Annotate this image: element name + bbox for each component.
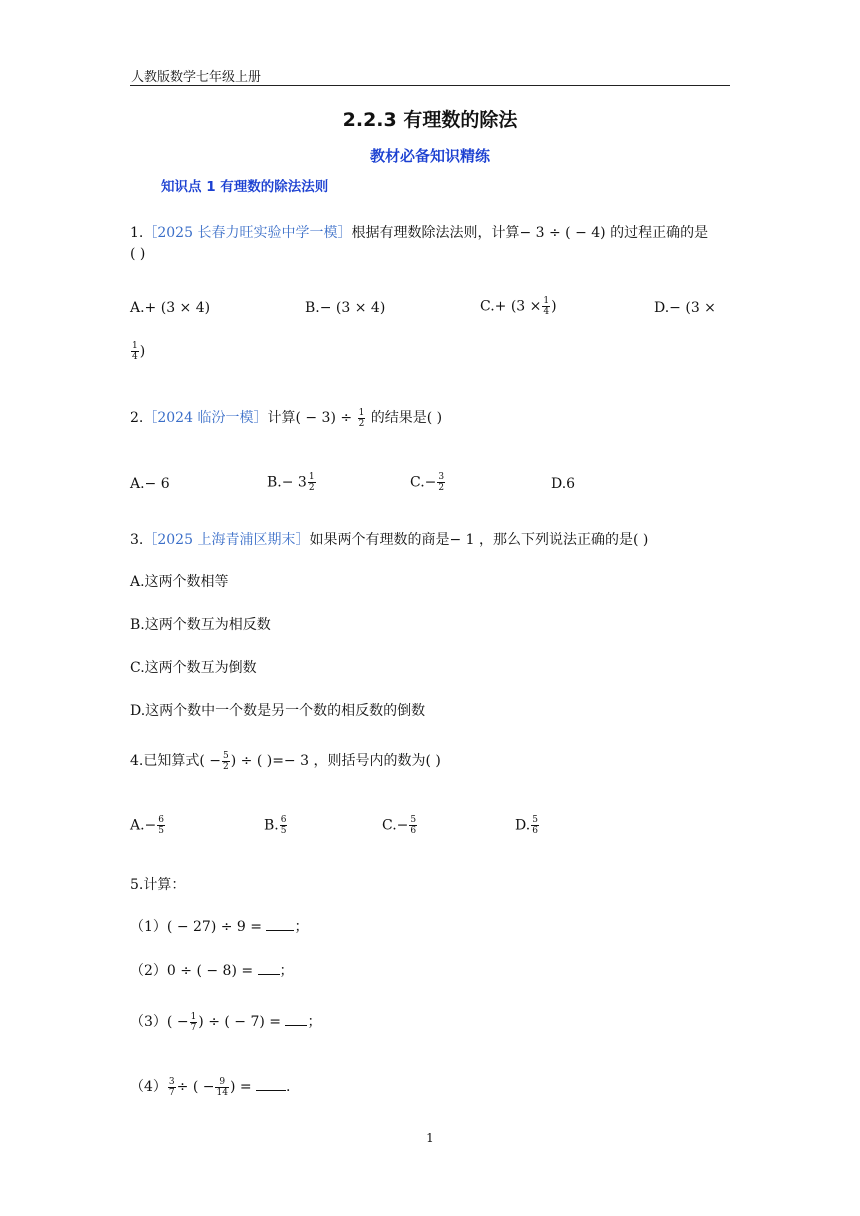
punctuation: ； <box>294 919 309 935</box>
fraction <box>215 1077 228 1098</box>
fraction <box>409 815 417 836</box>
numerator: 1 <box>358 407 365 418</box>
denominator: 14 <box>216 1087 228 1098</box>
knowledge-point-heading: 知识点 1 有理数的除法法则 <box>161 179 329 195</box>
page-title: 2.2.3 有理数的除法 <box>342 109 518 131</box>
sub-question-text: （3）( − <box>130 1014 189 1030</box>
question-text: 的结果是( ) <box>370 410 443 426</box>
numerator: 3 <box>438 472 445 482</box>
option-text: A.− <box>130 817 157 834</box>
option-b <box>267 472 317 493</box>
denominator: 6 <box>410 826 417 836</box>
numerator: 6 <box>158 815 165 825</box>
question-number: 2. <box>130 410 144 426</box>
section-subtitle: 教材必备知识精练 <box>369 147 490 165</box>
option-text: D. <box>515 817 531 834</box>
question-source: ［2025 长春力旺实验中学一模］ <box>143 225 352 241</box>
denominator: 5 <box>280 826 287 836</box>
denominator: 4 <box>132 352 138 362</box>
option-b <box>264 815 288 836</box>
option-b: B.− (3 × 4) <box>305 300 386 316</box>
sub-question-text: ) ÷ ( − 7) = <box>198 1014 286 1030</box>
question-number: 1. <box>130 225 144 241</box>
question-number: 3. <box>130 532 144 548</box>
option-a: A.+ (3 × 4) <box>130 300 211 316</box>
question-text: ) ÷ ( )=− 3 ，则括号内的数为( ) <box>230 753 441 769</box>
question-3-stem <box>130 529 648 549</box>
denominator: 2 <box>308 483 315 493</box>
sub-question-4 <box>130 1076 290 1098</box>
punctuation: . <box>286 1079 291 1095</box>
question-source: ［2024 临汾一模］ <box>143 410 268 426</box>
header-divider <box>130 85 730 86</box>
option-text: ) <box>551 298 557 315</box>
option-c <box>382 815 418 836</box>
page-number: 1 <box>426 1131 434 1145</box>
answer-blank[interactable] <box>258 962 280 975</box>
fraction <box>542 296 550 317</box>
question-5-stem: 5.计算： <box>130 877 186 893</box>
answer-blank[interactable] <box>285 1013 307 1026</box>
answer-blank[interactable] <box>266 918 294 931</box>
option-c: C.这两个数互为倒数 <box>130 660 257 676</box>
sub-question-1 <box>130 916 308 936</box>
option-text: C.− <box>382 817 409 834</box>
numerator: 1 <box>132 341 138 351</box>
denominator: 6 <box>532 826 538 836</box>
answer-paren: ( ) <box>130 246 146 262</box>
sub-question-text: （4） <box>130 1079 167 1095</box>
option-b: B.这两个数互为相反数 <box>130 617 271 633</box>
option-text: B.− 3 <box>267 474 307 491</box>
fraction <box>157 815 165 836</box>
denominator: 7 <box>190 1022 197 1033</box>
sub-question-3 <box>130 1011 321 1033</box>
question-2-stem <box>130 407 442 429</box>
punctuation: ； <box>307 1014 322 1030</box>
option-text: C.+ (3 × <box>480 298 542 315</box>
option-a: A.− 6 <box>130 476 170 492</box>
question-4-stem <box>130 750 441 772</box>
question-text: 4.已知算式( − <box>130 753 221 769</box>
sub-question-2 <box>130 960 294 980</box>
denominator: 5 <box>158 826 165 836</box>
answer-blank[interactable] <box>256 1078 286 1091</box>
numerator: 6 <box>280 815 287 825</box>
denominator: 7 <box>168 1087 175 1098</box>
option-d: D.6 <box>551 476 576 492</box>
fraction <box>168 1077 176 1098</box>
fraction <box>131 341 139 362</box>
denominator: 2 <box>358 418 365 429</box>
numerator: 5 <box>223 750 229 761</box>
question-text: 如果两个有理数的商是− 1 ，那么下列说法正确的是( ) <box>309 532 649 548</box>
option-d <box>515 815 540 836</box>
fraction <box>437 472 445 493</box>
question-text: 计算( − 3) ÷ <box>267 410 353 426</box>
numerator: 5 <box>410 815 417 825</box>
numerator: 9 <box>215 1077 228 1088</box>
page-header: 人教版数学七年级上册 <box>131 70 262 85</box>
option-a: A.这两个数相等 <box>130 574 229 590</box>
option-a <box>130 815 166 836</box>
option-c <box>410 472 446 493</box>
option-text: ) <box>139 343 146 360</box>
numerator: 1 <box>308 472 315 482</box>
sub-question-text: ÷ ( − <box>176 1079 215 1095</box>
question-text: 根据有理数除法法则，计算− 3 ÷ ( − 4) 的过程正确的是 <box>351 225 709 241</box>
sub-question-text: （2）0 ÷ ( − 8) = <box>130 963 258 979</box>
question-source: ［2025 上海青浦区期末］ <box>143 532 310 548</box>
numerator: 5 <box>532 815 538 825</box>
fraction <box>280 815 288 836</box>
punctuation: ； <box>279 963 294 979</box>
fraction <box>358 408 366 429</box>
option-text: B. <box>264 817 279 834</box>
numerator: 1 <box>190 1011 197 1022</box>
option-d: D.− (3 × <box>654 300 716 316</box>
denominator: 2 <box>223 761 229 772</box>
sub-question-text: （1）( − 27) ÷ 9 = <box>130 919 267 935</box>
option-d-continued <box>130 341 145 362</box>
option-text: C.− <box>410 474 437 491</box>
numerator: 1 <box>543 296 550 306</box>
fraction <box>222 751 230 772</box>
numerator: 3 <box>168 1076 175 1087</box>
fraction <box>190 1012 198 1033</box>
fraction <box>308 472 316 493</box>
option-c <box>480 296 557 317</box>
option-d: D.这两个数中一个数是另一个数的相反数的倒数 <box>130 703 426 719</box>
sub-question-text: ) = <box>229 1079 257 1095</box>
denominator: 4 <box>543 307 550 317</box>
denominator: 2 <box>438 483 445 493</box>
fraction <box>531 815 539 836</box>
question-1-stem <box>130 222 708 242</box>
